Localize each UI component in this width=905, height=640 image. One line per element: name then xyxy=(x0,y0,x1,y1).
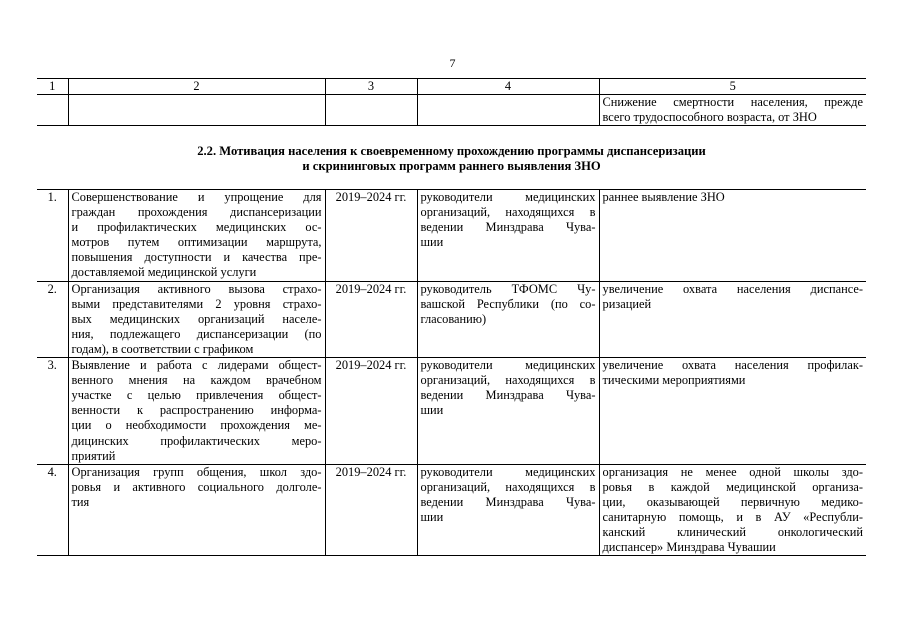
text-line: Совершенствование и упрощение для xyxy=(71,190,322,204)
text-line: ния, подлежащего диспансеризации (по xyxy=(71,326,322,341)
period-cell: 2019–2024 гг. xyxy=(325,464,417,556)
text-line: шии xyxy=(420,235,444,250)
text-line: гласованию) xyxy=(420,311,487,326)
text-line: Организация активного вызова страхо- xyxy=(71,281,322,296)
column-number-2: 2 xyxy=(68,79,325,95)
row-number: 1. xyxy=(37,190,68,282)
text-line: мотров путем оптимизации маршрута, xyxy=(71,235,322,250)
text-line: увеличение охвата населения профилак- xyxy=(602,358,863,373)
table-row xyxy=(37,464,866,556)
text-line: диспансер» Минздрава Чувашии xyxy=(602,540,776,555)
text-line: ции о необходимости прохождения ме- xyxy=(71,418,322,433)
text-line: граждан прохождения диспансеризации xyxy=(71,205,322,220)
text-line: выми представителями 2 уровня страхо- xyxy=(71,296,322,311)
text-line: руководитель ТФОМС Чу- xyxy=(420,281,596,296)
period-cell: 2019–2024 гг. xyxy=(325,190,417,282)
text-line: руководители медицинских xyxy=(420,464,596,479)
text-line: ведении Минздрава Чува- xyxy=(420,494,596,509)
continuation-cell-1 xyxy=(37,95,68,126)
continuation-cell-3 xyxy=(325,95,417,126)
measure-cell xyxy=(68,281,325,357)
text-line: вашской Республики (по со- xyxy=(420,296,596,311)
text-line: шии xyxy=(420,403,444,418)
responsible-cell xyxy=(417,190,599,282)
continuation-cell-2 xyxy=(68,95,325,126)
text-line: дицинских профилактических меро- xyxy=(71,433,322,448)
text-line: шии xyxy=(420,509,444,524)
text-line: Организация групп общения, школ здо- xyxy=(71,464,322,479)
column-number-3: 3 xyxy=(325,79,417,95)
column-number-5: 5 xyxy=(599,79,866,95)
table-row xyxy=(37,281,866,357)
responsible-cell xyxy=(417,464,599,556)
text-line: ведении Минздрава Чува- xyxy=(420,388,596,403)
row-number: 2. xyxy=(37,281,68,357)
row-number: 4. xyxy=(37,464,68,556)
text-line: всего трудоспособного возраста, от ЗНО xyxy=(602,110,817,125)
text-line: тическими мероприятиями xyxy=(602,373,746,388)
text-line: ризацией xyxy=(602,296,652,311)
result-cell xyxy=(599,281,866,357)
text-line: санитарную помощь, и в АУ «Республи- xyxy=(602,509,863,524)
text-line: венности к распространению информа- xyxy=(71,403,322,418)
period-cell: 2019–2024 гг. xyxy=(325,281,417,357)
text-line: тия xyxy=(71,494,90,509)
text-line: ровья и активного социального долголе- xyxy=(71,479,322,494)
text-line: ведении Минздрава Чува- xyxy=(420,220,596,235)
result-cell xyxy=(599,464,866,556)
table-row xyxy=(37,190,866,282)
text-line: Снижение смертности населения, прежде xyxy=(602,95,863,109)
text-line: годам), в соответствии с графиком xyxy=(71,341,254,356)
text-line: увеличение охвата населения диспансе- xyxy=(602,281,863,296)
measure-cell xyxy=(68,464,325,556)
text-line: и профилактических медицинских ос- xyxy=(71,220,322,235)
row-number: 3. xyxy=(37,358,68,465)
text-line: канский клинический онкологический xyxy=(602,525,863,540)
column-number-4: 4 xyxy=(417,79,599,95)
text-line: приятий xyxy=(71,448,116,463)
measures-table xyxy=(37,189,866,556)
text-line: Выявление и работа с лидерами общест- xyxy=(71,358,322,373)
text-line: организация не менее одной школы здо- xyxy=(602,464,863,479)
section-title-line: 2.2. Мотивация населения к своевременному прохождению программы диспансеризации xyxy=(197,144,706,158)
text-line: вых медицинских организаций населе- xyxy=(71,311,322,326)
responsible-cell xyxy=(417,358,599,465)
column-number-row xyxy=(37,79,866,95)
section-title-line: и скрининговых программ раннего выявления ЗНО xyxy=(302,159,601,173)
text-line: организаций, находящихся в xyxy=(420,373,596,388)
result-cell xyxy=(599,190,866,282)
continuation-result-cell xyxy=(599,95,866,126)
page-number: 7 xyxy=(449,56,456,70)
table-row xyxy=(37,358,866,465)
responsible-cell xyxy=(417,281,599,357)
text-line: венного мнения на каждом врачебном xyxy=(71,373,322,388)
measures-table-body xyxy=(37,190,866,556)
table-continuation xyxy=(37,78,866,126)
result-cell xyxy=(599,358,866,465)
section-title xyxy=(37,144,866,174)
continuation-cell-4 xyxy=(417,95,599,126)
text-line: раннее выявление ЗНО xyxy=(602,190,725,204)
text-line: организаций, находящихся в xyxy=(420,479,596,494)
column-number-1: 1 xyxy=(37,79,68,95)
text-line: организаций, находящихся в xyxy=(420,205,596,220)
text-line: руководители медицинских xyxy=(420,358,596,373)
text-line: участке с целью привлечения общест- xyxy=(71,388,322,403)
text-line: ровья в каждой медицинской организа- xyxy=(602,479,863,494)
text-line: доставляемой медицинской услуги xyxy=(71,265,257,280)
measure-cell xyxy=(68,190,325,282)
text-line: повышения доступности и качества пре- xyxy=(71,250,322,265)
period-cell: 2019–2024 гг. xyxy=(325,358,417,465)
text-line: ции, оказывающей первичную медико- xyxy=(602,494,863,509)
continuation-row xyxy=(37,95,866,126)
measure-cell xyxy=(68,358,325,465)
text-line: руководители медицинских xyxy=(420,190,596,204)
